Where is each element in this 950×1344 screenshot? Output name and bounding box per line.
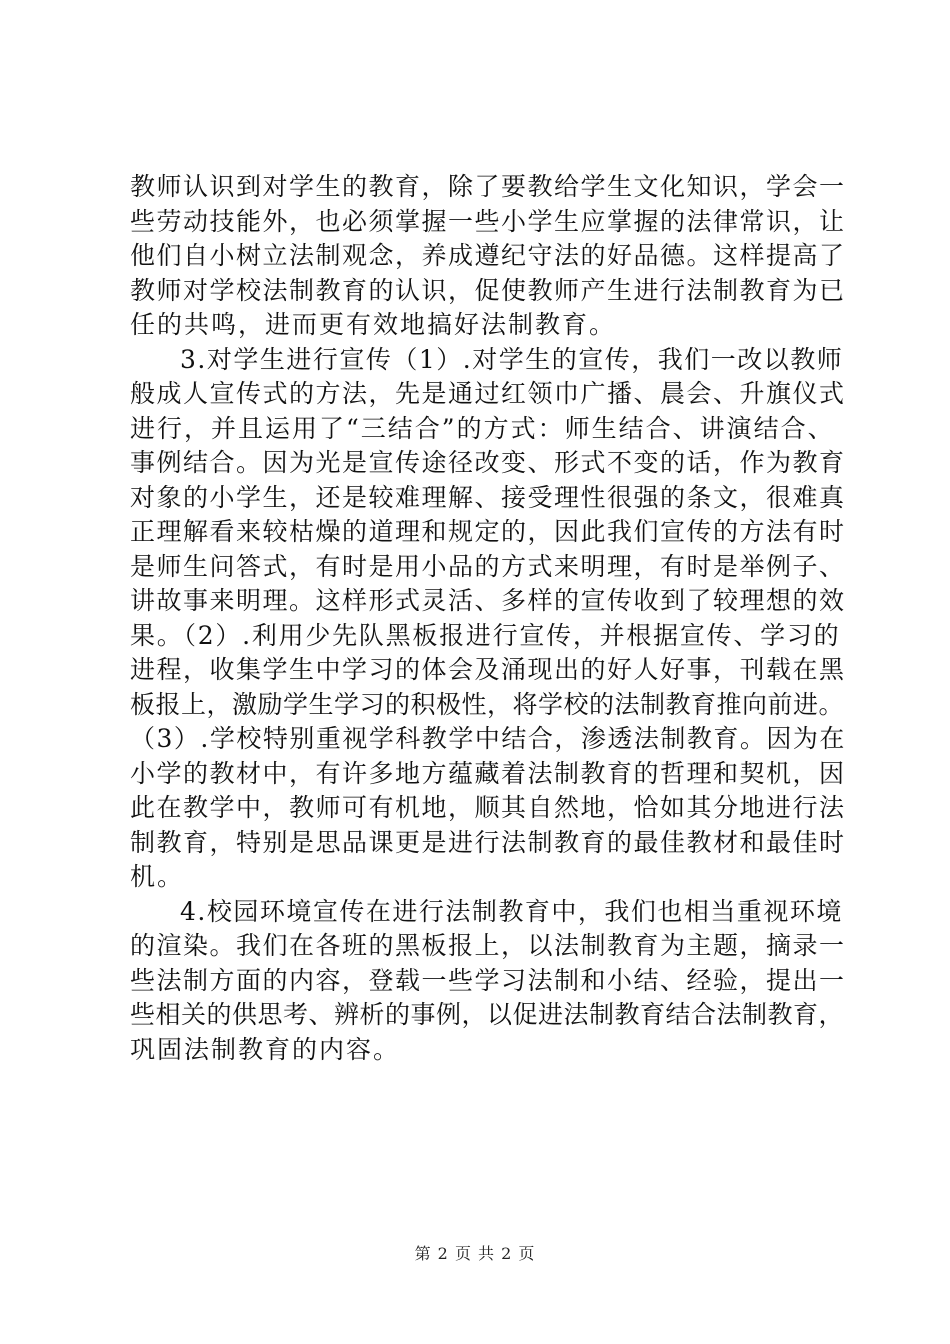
text-line: 机。 — [130, 862, 185, 891]
text-line: 3.对学生进行宣传（1）.对学生的宣传，我们一改以教师 — [180, 344, 844, 374]
text-line: 巩固法制教育的内容。 — [130, 1034, 401, 1064]
text-line: 制教育，特别是思品课更是进行法制教育的最佳教材和最佳时 — [130, 827, 846, 857]
text-line: 事例结合。因为光是宣传途径改变、形式不变的话，作为教育 — [130, 448, 846, 477]
text-line: 的渲染。我们在各班的黑板报上，以法制教育为主题，摘录一 — [130, 931, 846, 960]
text-line: 4.校园环境宣传在进行法制教育中，我们也相当重视环境 — [180, 896, 843, 926]
text-line: 果。（2）.利用少先队黑板报进行宣传，并根据宣传、学习的 — [130, 620, 841, 650]
page-footer: 第 2 页 共 2 页 — [414, 1244, 536, 1263]
text-line: 进程，收集学生中学习的体会及涌现出的好人好事，刊载在黑 — [130, 655, 846, 684]
text-line: 此在教学中，教师可有机地，顺其自然地，恰如其分地进行法 — [130, 793, 846, 822]
text-line: 教师对学校法制教育的认识，促使教师产生进行法制教育为已 — [130, 275, 846, 305]
text-line: 任的共鸣，进而更有效地搞好法制教育。 — [130, 310, 617, 339]
document-body — [130, 170, 846, 1067]
text-line: 他们自小树立法制观念，养成遵纪守法的好品德。这样提高了 — [130, 241, 846, 270]
text-line: 教师认识到对学生的教育，除了要教给学生文化知识，学会一 — [130, 172, 846, 201]
text-line: 正理解看来较枯燥的道理和规定的，因此我们宣传的方法有时 — [130, 517, 846, 546]
text-line: 进行，并且运用了“三结合”的方式：师生结合、讲演结合、 — [130, 413, 835, 443]
text-line: 些相关的供思考、辨析的事例，以促进法制教育结合法制教育， — [130, 1000, 845, 1029]
text-line: 小学的教材中，有许多地方蕴藏着法制教育的哲理和契机，因 — [130, 758, 846, 788]
text-line: （3）.学校特别重视学科教学中结合，渗透法制教育。因为在 — [130, 724, 846, 753]
text-line: 讲故事来明理。这样形式灵活、多样的宣传收到了较理想的效 — [130, 586, 846, 615]
text-line: 对象的小学生，还是较难理解、接受理性很强的条文，很难真 — [130, 482, 846, 512]
text-line: 是师生问答式，有时是用小品的方式来明理，有时是举例子、 — [130, 551, 846, 581]
text-line: 板报上，激励学生学习的积极性，将学校的法制教育推向前进。 — [130, 689, 845, 719]
text-line: 些劳动技能外，也必须掌握一些小学生应掌握的法律常识，让 — [130, 206, 846, 236]
text-line: 些法制方面的内容，登载一些学习法制和小结、经验，提出一 — [130, 965, 846, 995]
text-line: 般成人宣传式的方法，先是通过红领巾广播、晨会、升旗仪式 — [130, 379, 846, 408]
